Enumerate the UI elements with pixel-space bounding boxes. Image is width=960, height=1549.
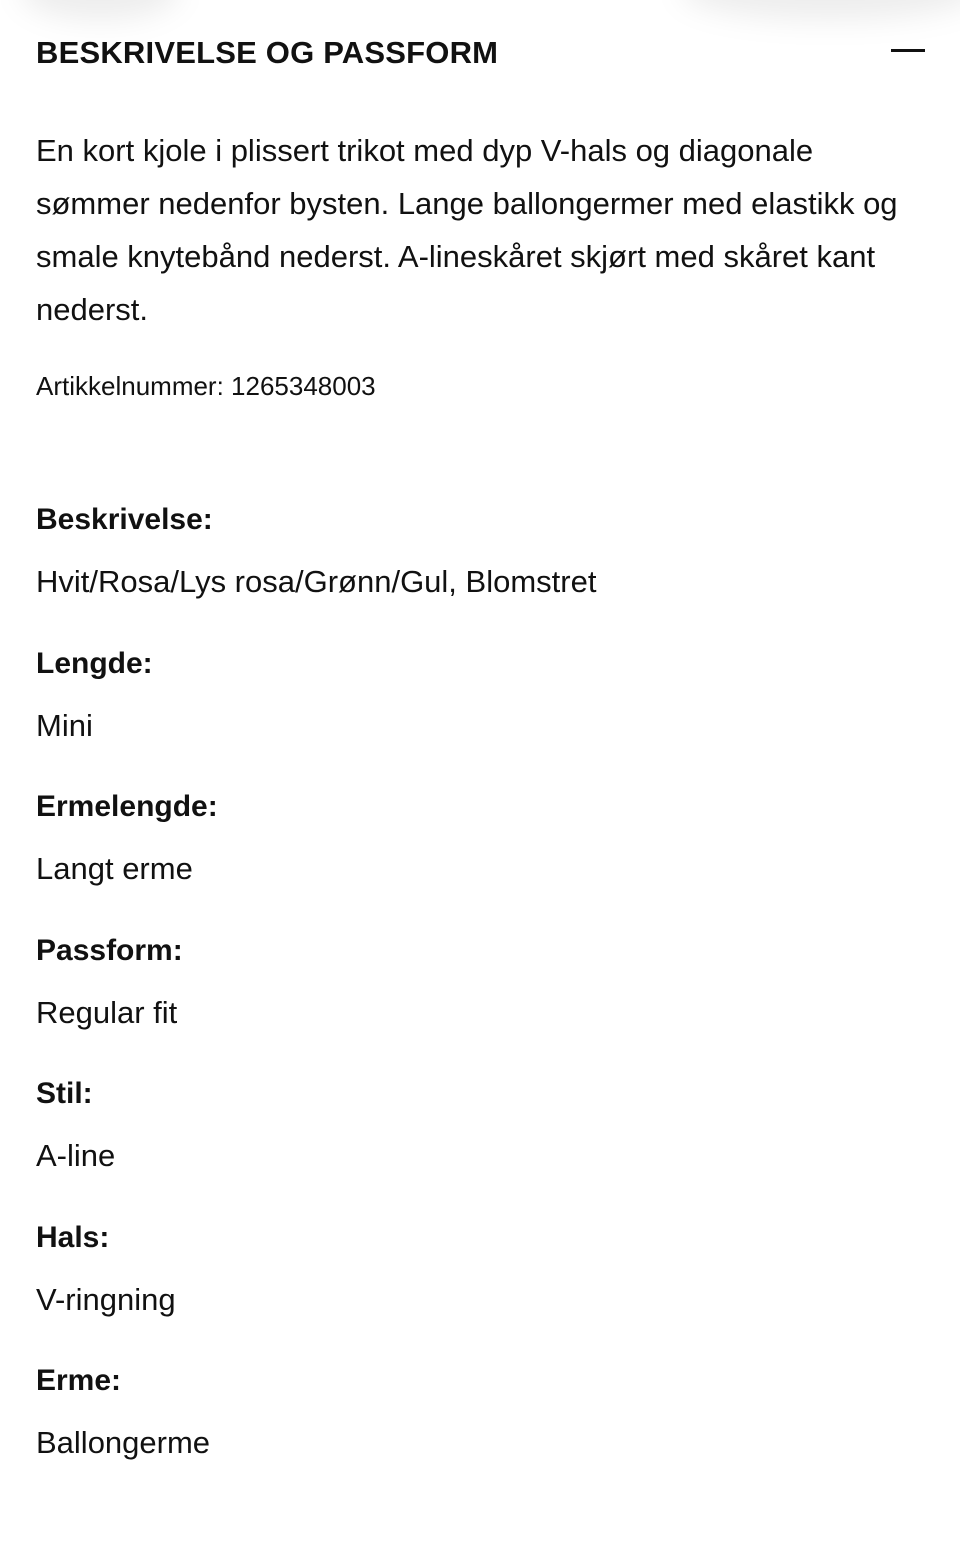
attribute-label: Lengde: (36, 646, 153, 680)
attribute-item (36, 494, 924, 638)
attribute-value: Langt erme (36, 851, 193, 886)
attribute-item (36, 638, 924, 782)
attribute-item (36, 1355, 924, 1499)
attribute-label: Passform: (36, 933, 183, 967)
attribute-label: Hals: (36, 1220, 110, 1254)
attribute-value: Mini (36, 707, 93, 743)
attribute-value: Ballongerme (36, 1425, 211, 1460)
product-description: En kort kjole i plissert trikot med dyp V-hals og diagonale sømmer nedenfor bysten. Lange ballongermer med elastikk og smale knytebånd nederst. A-lineskåret skjørt med skåret kant nederst. (36, 133, 898, 327)
attribute-list (36, 494, 924, 1499)
attribute-value: Regular fit (36, 994, 178, 1030)
attribute-item (36, 925, 924, 1069)
attribute-value: V-ringning (36, 1281, 176, 1317)
attribute-item (36, 1212, 924, 1356)
section-title: BESKRIVELSE OG PASSFORM (36, 35, 499, 70)
attribute-value: A-line (36, 1138, 116, 1173)
top-shadow-right (680, 0, 960, 20)
attribute-label: Beskrivelse: (36, 503, 213, 536)
article-number: Artikkelnummer: 1265348003 (36, 371, 376, 401)
attribute-label: Ermelengde: (36, 790, 218, 823)
attribute-item (36, 781, 924, 925)
attribute-label: Erme: (36, 1364, 122, 1397)
top-shadow-left (20, 0, 180, 20)
attribute-value: Hvit/Rosa/Lys rosa/Grønn/Gul, Blomstret (36, 564, 597, 599)
attribute-item (36, 1068, 924, 1212)
accordion-header[interactable] (36, 30, 924, 76)
attribute-label: Stil: (36, 1077, 93, 1110)
minus-icon[interactable] (890, 39, 926, 67)
